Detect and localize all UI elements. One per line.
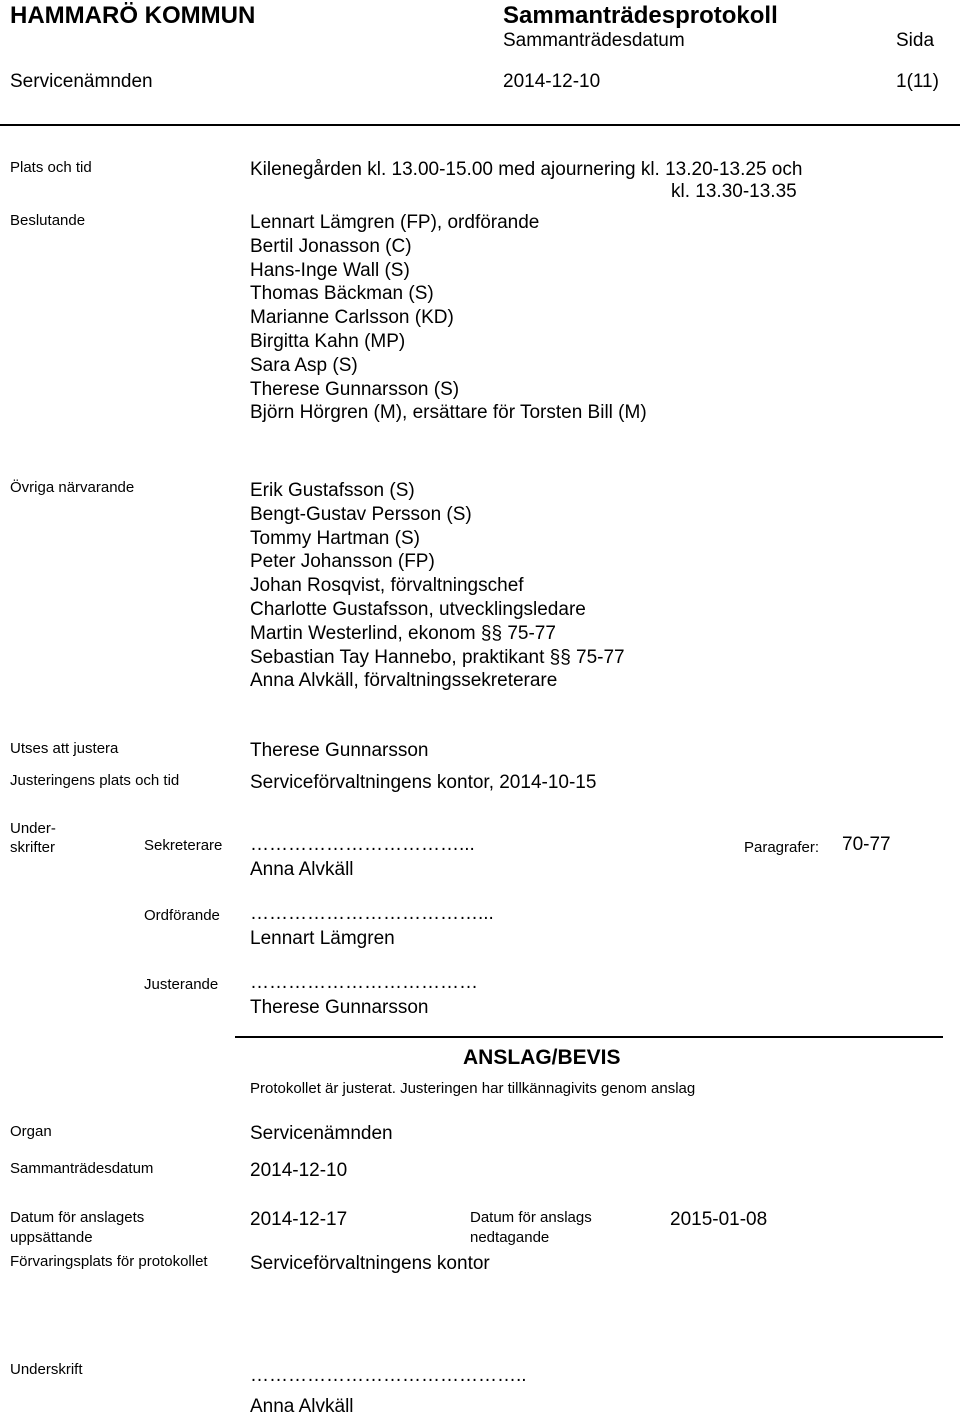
header-rule bbox=[0, 124, 960, 126]
posted-label bbox=[10, 1208, 144, 1248]
date-heading: Sammanträdesdatum bbox=[503, 30, 685, 51]
notice-date-label: Sammanträdesdatum bbox=[10, 1160, 154, 1177]
organ-label: Organ bbox=[10, 1123, 52, 1140]
adjuster-name: Therese Gunnarsson bbox=[250, 997, 429, 1018]
list-item: Sebastian Tay Hannebo, praktikant §§ 75-77 bbox=[250, 646, 625, 668]
signature-name: Anna Alvkäll bbox=[250, 1396, 354, 1417]
adjuster-select-value: Therese Gunnarsson bbox=[250, 740, 429, 761]
chair-signature-line: ………………………………... bbox=[250, 903, 494, 924]
adjuster-signature-line: ……………………………… bbox=[250, 972, 478, 993]
removed-value: 2015-01-08 bbox=[670, 1209, 768, 1230]
list-item: Thomas Bäckman (S) bbox=[250, 283, 434, 305]
notice-text: Protokollet är justerat. Justeringen har tillkännagivits genom anslag bbox=[250, 1080, 696, 1097]
list-item: Marianne Carlsson (KD) bbox=[250, 307, 454, 329]
signature-line: …………………………………….. bbox=[250, 1365, 527, 1386]
others-list bbox=[250, 479, 625, 693]
signatures-label bbox=[10, 819, 56, 857]
committee-name: Servicenämnden bbox=[10, 71, 153, 92]
place-label: Plats och tid bbox=[10, 159, 92, 176]
document-title: Sammanträdesprotokoll bbox=[503, 2, 778, 29]
posted-label-line-2: uppsättande bbox=[10, 1229, 93, 1246]
adjustment-place-value: Serviceförvaltningens kontor, 2014-10-15 bbox=[250, 772, 597, 793]
list-item: Martin Westerlind, ekonom §§ 75-77 bbox=[250, 622, 556, 644]
adjustment-place-label: Justeringens plats och tid bbox=[10, 772, 180, 789]
page-number: 1(11) bbox=[896, 71, 939, 92]
signature-label: Underskrift bbox=[10, 1361, 83, 1378]
storage-label: Förvaringsplats för protokollet bbox=[10, 1253, 208, 1270]
list-item: Anna Alvkäll, förvaltningssekreterare bbox=[250, 670, 558, 692]
storage-value: Serviceförvaltningens kontor bbox=[250, 1253, 490, 1274]
removed-label bbox=[470, 1208, 592, 1248]
list-item: Hans-Inge Wall (S) bbox=[250, 259, 410, 281]
deciding-label: Beslutande bbox=[10, 212, 86, 229]
list-item: Bertil Jonasson (C) bbox=[250, 235, 412, 257]
paragraphs-value: 70-77 bbox=[842, 834, 891, 855]
notice-rule bbox=[235, 1036, 943, 1038]
list-item: Birgitta Kahn (MP) bbox=[250, 330, 406, 352]
secretary-label: Sekreterare bbox=[144, 837, 223, 854]
list-item: Tommy Hartman (S) bbox=[250, 527, 420, 549]
posted-label-line-1: Datum för anslagets bbox=[10, 1209, 145, 1226]
list-item: Peter Johansson (FP) bbox=[250, 551, 435, 573]
signatures-label-line-2: skrifter bbox=[10, 839, 55, 856]
chair-name: Lennart Lämgren bbox=[250, 928, 395, 949]
chair-label: Ordförande bbox=[144, 907, 220, 924]
list-item: Sara Asp (S) bbox=[250, 354, 358, 376]
list-item: Therese Gunnarsson (S) bbox=[250, 378, 460, 400]
list-item: Björn Hörgren (M), ersättare för Torsten Bill (M) bbox=[250, 402, 647, 424]
list-item: Johan Rosqvist, förvaltningschef bbox=[250, 575, 524, 597]
notice-date-value: 2014-12-10 bbox=[250, 1160, 348, 1181]
adjuster-select-label: Utses att justera bbox=[10, 740, 119, 757]
municipality-name: HAMMARÖ KOMMUN bbox=[10, 2, 256, 29]
removed-label-line-2: nedtagande bbox=[470, 1229, 550, 1246]
deciding-list bbox=[250, 211, 647, 425]
secretary-name: Anna Alvkäll bbox=[250, 859, 354, 880]
paragraphs-label: Paragrafer: bbox=[744, 839, 820, 856]
posted-value: 2014-12-17 bbox=[250, 1209, 348, 1230]
organ-value: Servicenämnden bbox=[250, 1123, 393, 1144]
adjuster-label: Justerande bbox=[144, 976, 219, 993]
list-item: Charlotte Gustafsson, utvecklingsledare bbox=[250, 598, 586, 620]
meeting-date: 2014-12-10 bbox=[503, 71, 601, 92]
place-line-2: kl. 13.30-13.35 bbox=[671, 181, 797, 202]
list-item: Bengt-Gustav Persson (S) bbox=[250, 503, 472, 525]
removed-label-line-1: Datum för anslags bbox=[470, 1209, 592, 1226]
place-line-1: Kilenegården kl. 13.00-15.00 med ajournering kl. 13.20-13.25 och bbox=[250, 159, 803, 180]
others-label: Övriga närvarande bbox=[10, 479, 135, 496]
page-heading: Sida bbox=[896, 30, 935, 51]
secretary-signature-line: ……………………………... bbox=[250, 834, 475, 855]
list-item: Lennart Lämgren (FP), ordförande bbox=[250, 212, 540, 233]
notice-title: ANSLAG/BEVIS bbox=[463, 1046, 621, 1069]
signatures-label-line-1: Under- bbox=[10, 820, 56, 837]
list-item: Erik Gustafsson (S) bbox=[250, 480, 415, 501]
